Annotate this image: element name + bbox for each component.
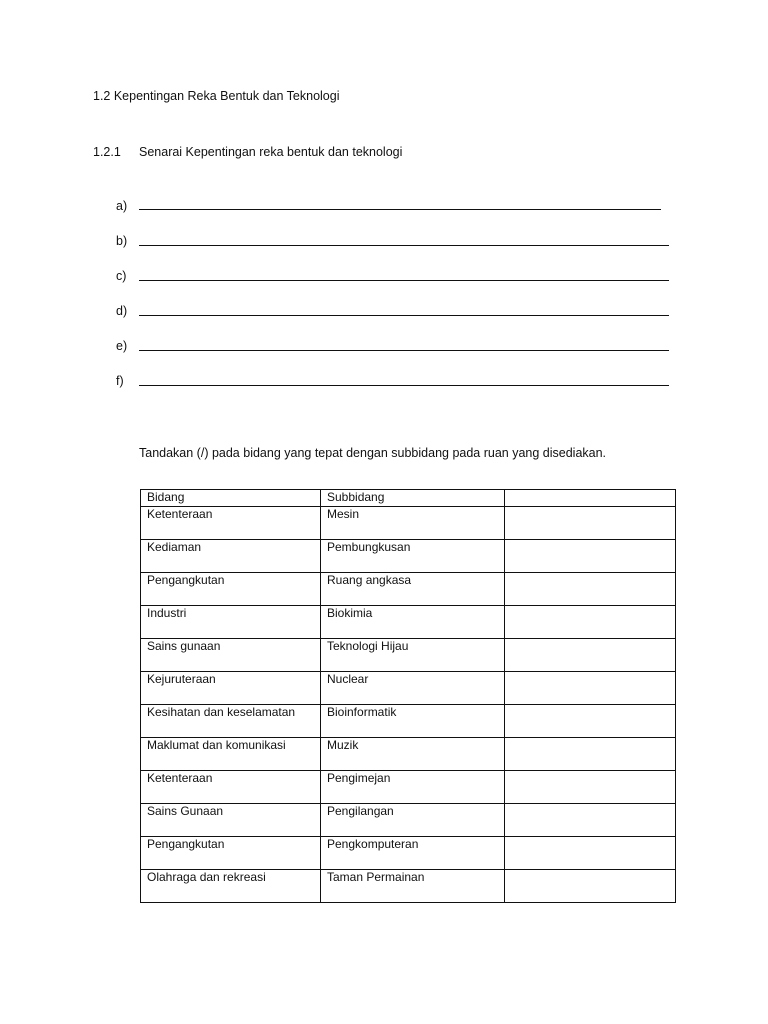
bidang-cell: Ketenteraan <box>141 507 321 540</box>
bidang-cell: Kediaman <box>141 540 321 573</box>
blank-label: b) <box>116 234 128 248</box>
column-header-check <box>505 490 676 507</box>
table-row <box>141 771 676 804</box>
blank-label: a) <box>116 199 128 213</box>
subbidang-cell: Ruang angkasa <box>321 573 505 606</box>
answer-line[interactable] <box>139 350 669 351</box>
blank-label: c) <box>116 269 127 283</box>
bidang-cell: Industri <box>141 606 321 639</box>
table-row <box>141 540 676 573</box>
subbidang-cell: Taman Permainan <box>321 870 505 903</box>
blank-label: f) <box>116 374 124 388</box>
check-cell[interactable] <box>505 573 676 606</box>
blank-label: e) <box>116 339 128 353</box>
subbidang-cell: Pembungkusan <box>321 540 505 573</box>
blank-label: d) <box>116 304 128 318</box>
table-row <box>141 837 676 870</box>
subbidang-cell: Pengilangan <box>321 804 505 837</box>
bidang-cell: Kesihatan dan keselamatan <box>141 705 321 738</box>
check-cell[interactable] <box>505 738 676 771</box>
check-cell[interactable] <box>505 672 676 705</box>
column-header-subbidang: Subbidang <box>321 490 505 507</box>
answer-line[interactable] <box>139 315 669 316</box>
subsection-title: Senarai Kepentingan reka bentuk dan teknologi <box>139 145 403 159</box>
bidang-cell: Kejuruteraan <box>141 672 321 705</box>
check-cell[interactable] <box>505 870 676 903</box>
section-heading: 1.2 Kepentingan Reka Bentuk dan Teknologi <box>93 89 340 103</box>
subbidang-cell: Pengimejan <box>321 771 505 804</box>
table-row <box>141 870 676 903</box>
table-row <box>141 606 676 639</box>
subbidang-cell: Pengkomputeran <box>321 837 505 870</box>
bidang-cell: Sains Gunaan <box>141 804 321 837</box>
subbidang-cell: Bioinformatik <box>321 705 505 738</box>
instruction-text: Tandakan (/) pada bidang yang tepat dengan subbidang pada ruan yang disediakan. <box>139 446 607 460</box>
answer-line[interactable] <box>139 385 669 386</box>
table-row <box>141 639 676 672</box>
table-row <box>141 672 676 705</box>
subbidang-cell: Teknologi Hijau <box>321 639 505 672</box>
table-row <box>141 573 676 606</box>
check-cell[interactable] <box>505 804 676 837</box>
check-cell[interactable] <box>505 837 676 870</box>
column-header-bidang: Bidang <box>141 490 321 507</box>
answer-line[interactable] <box>139 280 669 281</box>
answer-line[interactable] <box>139 245 669 246</box>
table-row <box>141 738 676 771</box>
check-cell[interactable] <box>505 705 676 738</box>
check-cell[interactable] <box>505 507 676 540</box>
bidang-cell: Ketenteraan <box>141 771 321 804</box>
check-cell[interactable] <box>505 771 676 804</box>
subbidang-cell: Mesin <box>321 507 505 540</box>
matching-table <box>140 489 676 903</box>
check-cell[interactable] <box>505 606 676 639</box>
subsection-number: 1.2.1 <box>93 145 121 159</box>
check-cell[interactable] <box>505 639 676 672</box>
check-cell[interactable] <box>505 540 676 573</box>
table-header-row <box>141 490 676 507</box>
bidang-cell: Pengangkutan <box>141 573 321 606</box>
table-row <box>141 804 676 837</box>
table-row <box>141 507 676 540</box>
subbidang-cell: Muzik <box>321 738 505 771</box>
subbidang-cell: Biokimia <box>321 606 505 639</box>
bidang-cell: Sains gunaan <box>141 639 321 672</box>
bidang-cell: Maklumat dan komunikasi <box>141 738 321 771</box>
table-row <box>141 705 676 738</box>
bidang-cell: Pengangkutan <box>141 837 321 870</box>
subbidang-cell: Nuclear <box>321 672 505 705</box>
answer-line[interactable] <box>139 209 661 210</box>
bidang-cell: Olahraga dan rekreasi <box>141 870 321 903</box>
